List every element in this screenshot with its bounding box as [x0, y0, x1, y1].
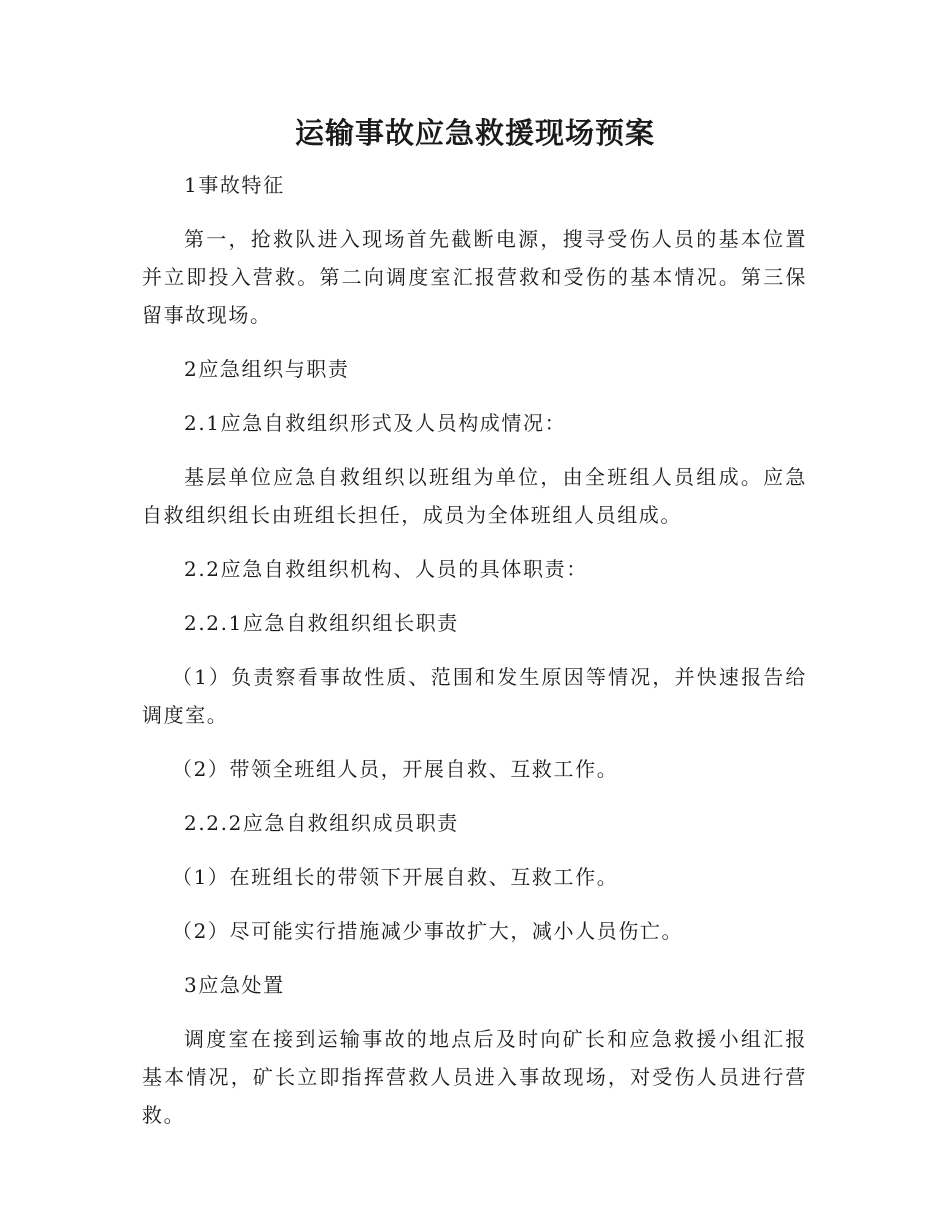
section-heading-3: 3应急处置	[184, 973, 285, 997]
paragraph-accident-features: 第一，抢救队进入现场首先截断电源，搜寻受伤人员的基本位置并立即投入营救。第二向调度室汇报营救和受伤的基本情况。第三保留事故现场。	[142, 227, 807, 327]
list-item-member-1: （1）在班组长的带领下开展自救、互救工作。	[172, 865, 619, 889]
section-heading-2-2-2: 2.2.2应急自救组织成员职责	[184, 811, 459, 835]
section-heading-2: 2应急组织与职责	[184, 357, 350, 381]
document-title: 运输事故应急救援现场预案	[294, 116, 655, 150]
list-item-leader-2: （2）带领全班组人员，开展自救、互救工作。	[172, 757, 619, 781]
section-heading-2-2-1: 2.2.1应急自救组织组长职责	[184, 611, 459, 635]
section-heading-2-2: 2.2应急自救组织机构、人员的具体职责：	[184, 557, 588, 581]
section-heading-2-1: 2.1应急自救组织形式及人员构成情况：	[184, 411, 567, 435]
paragraph-emergency-response: 调度室在接到运输事故的地点后及时向矿长和应急救援小组汇报基本情况，矿长立即指挥营救人员进入事故现场，对受伤人员进行营救。	[142, 1027, 807, 1127]
section-heading-1: 1事故特征	[184, 173, 285, 197]
paragraph-organization: 基层单位应急自救组织以班组为单位，由全班组人员组成。应急自救组织组长由班组长担任，成员为全体班组人员组成。	[142, 465, 807, 527]
list-item-member-2: （2）尽可能实行措施减少事故扩大，减小人员伤亡。	[172, 919, 684, 943]
document-body	[142, 166, 807, 1134]
list-item-leader-1: （1）负责察看事故性质、范围和发生原因等情况，并快速报告给调度室。	[142, 665, 807, 727]
